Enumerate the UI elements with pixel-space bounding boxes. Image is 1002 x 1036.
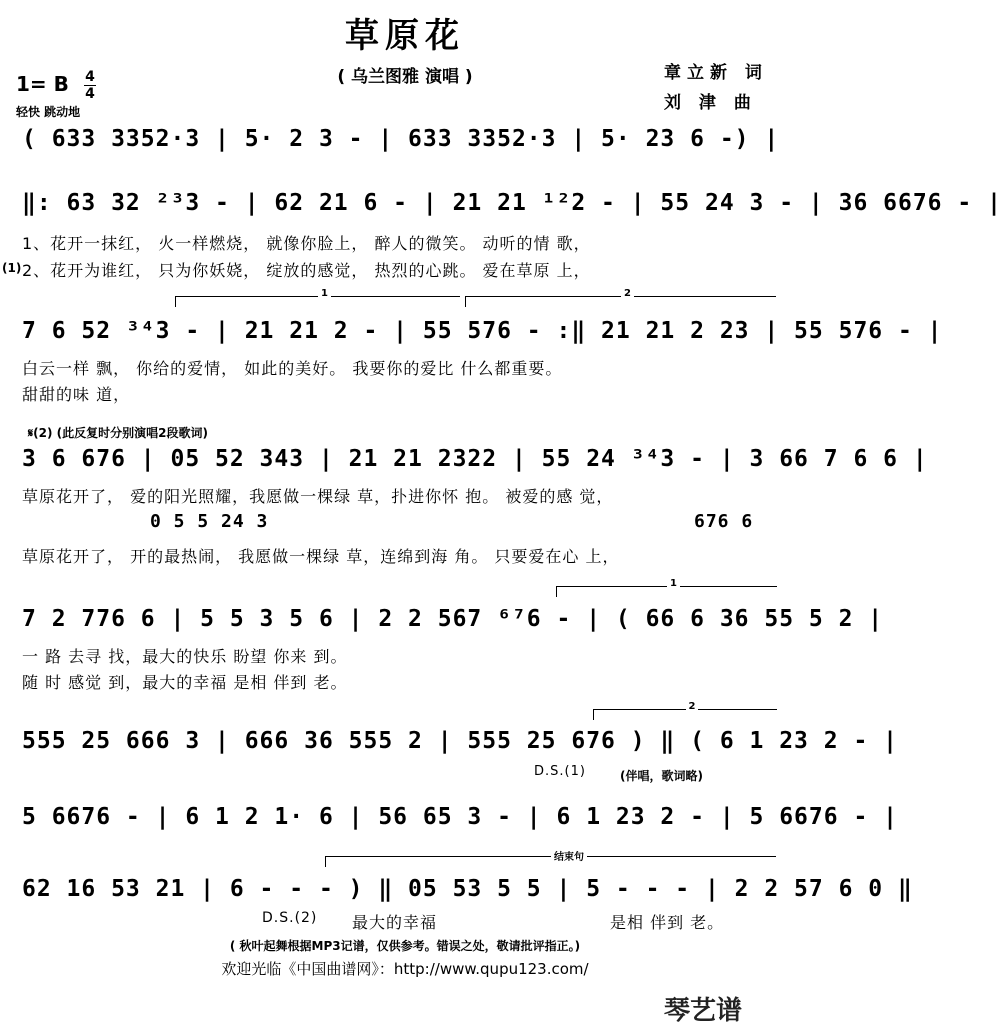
performer-subtitle: ( 乌兰图雅 演唱 ) — [337, 67, 473, 87]
brand-logo: 琴艺谱 — [664, 996, 743, 1026]
lyric-chorus-2: 草原花开了， 开的最热闹， 我愿做一棵绿 草，连绵到海 角。 只要爱在心 上， — [22, 547, 620, 566]
lyric-verse-1-line-1: 1、花开一抹红， 火一样燃烧， 就像你脸上， 醉人的微笑。 动听的情 歌， — [22, 234, 591, 253]
ending-bracket: 结束句 — [325, 856, 776, 867]
lyric-ending-1: 最大的幸福 — [352, 913, 438, 932]
alt-notation-right: 676 6 — [694, 511, 754, 532]
lyricist-credit: 章立新 词 — [664, 63, 768, 83]
volta-bracket-3: 1 — [556, 586, 777, 597]
lyric-chorus-1: 草原花开了， 爱的阳光照耀，我愿做一棵绿 草，扑进你怀 抱。 被爱的感 觉， — [22, 487, 614, 506]
time-signature — [84, 70, 96, 101]
notation-row-6: 555 25 666 3 | 666 36 555 2 | 555 25 676 ) ‖ ( 6 1 23 2 - | — [22, 728, 898, 754]
lyric-line-5a: 一 路 去寻 找，最大的快乐 盼望 你来 到。 — [22, 647, 348, 666]
tempo-marking: 轻快 跳动地 — [16, 105, 81, 119]
meter-top: 4 — [85, 69, 95, 85]
transcriber-note: ( 秋叶起舞根据MP3记谱，仅供参考。错误之处，敬请批评指正。) — [229, 939, 581, 953]
notation-row-7: 5 6676 - | 6 1 2 1· 6 | 56 65 3 - | 6 1 23 2 - | 5 6676 - | — [22, 804, 898, 830]
verse-marker-1: (1) — [2, 261, 22, 275]
meter-bottom: 4 — [85, 86, 95, 102]
alt-notation-left: 0 5 5 24 3 — [150, 511, 269, 532]
notation-row-5: 7 2 776 6 | 5 5 3 5 6 | 2 2 567 ⁶⁷6 - | ( 66 6 36 55 5 2 | — [22, 606, 884, 632]
notation-row-8: 62 16 53 21 | 6 - - - ) ‖ 05 53 5 5 | 5 - - - | 2 2 57 6 0 ‖ — [22, 876, 913, 902]
notation-row-4: 3 6 676 | 05 52 343 | 21 21 2322 | 55 24 ³⁴3 - | 3 66 7 6 6 | — [22, 446, 928, 472]
lyric-line-3a: 白云一样 飘， 你给的爱情， 如此的美好。 我要你的爱比 什么都重要。 — [22, 359, 563, 378]
site-credit: 欢迎光临《中国曲谱网》：http://www.qupu123.com/ — [221, 960, 589, 978]
dal-segno-1: D.S.(1) — [534, 764, 586, 779]
lyric-verse-2-line-1: 2、花开为谁红， 只为你妖娆， 绽放的感觉， 热烈的心跳。 爱在草原 上， — [22, 261, 591, 280]
notation-row-1: ( 633 3352·3 | 5· 2 3 - | 633 3352·3 | 5· 23 6 -) | — [22, 126, 780, 152]
song-title: 草原花 — [345, 16, 465, 56]
lyric-line-5b: 随 时 感觉 到，最大的幸福 是相 伴到 老。 — [22, 673, 348, 692]
volta-bracket-4: 2 — [593, 709, 777, 720]
accompaniment-note: (伴唱，歌词略) — [620, 769, 703, 783]
volta-bracket-2: 2 — [465, 296, 776, 307]
segno-repeat-note: 𝄋(2) (此反复时分别演唱2段歌词) — [28, 426, 208, 440]
volta-bracket-1: 1 — [175, 296, 460, 307]
dal-segno-2: D.S.(2) — [262, 910, 318, 926]
notation-row-3: 7 6 52 ³⁴3 - | 21 21 2 - | 55 576 - :‖ 21 21 2 23 | 55 576 - | — [22, 318, 943, 344]
notation-row-2: ‖: 63 32 ²³3 - | 62 21 6 - | 21 21 ¹²2 - | 55 24 3 - | 36 6676 - | — [22, 190, 1002, 216]
lyric-line-3b: 甜甜的味 道， — [22, 385, 131, 404]
lyric-ending-2: 是相 伴到 老。 — [610, 913, 725, 932]
composer-credit: 刘 津 曲 — [664, 93, 757, 113]
key-signature: 1= B — [16, 72, 69, 96]
